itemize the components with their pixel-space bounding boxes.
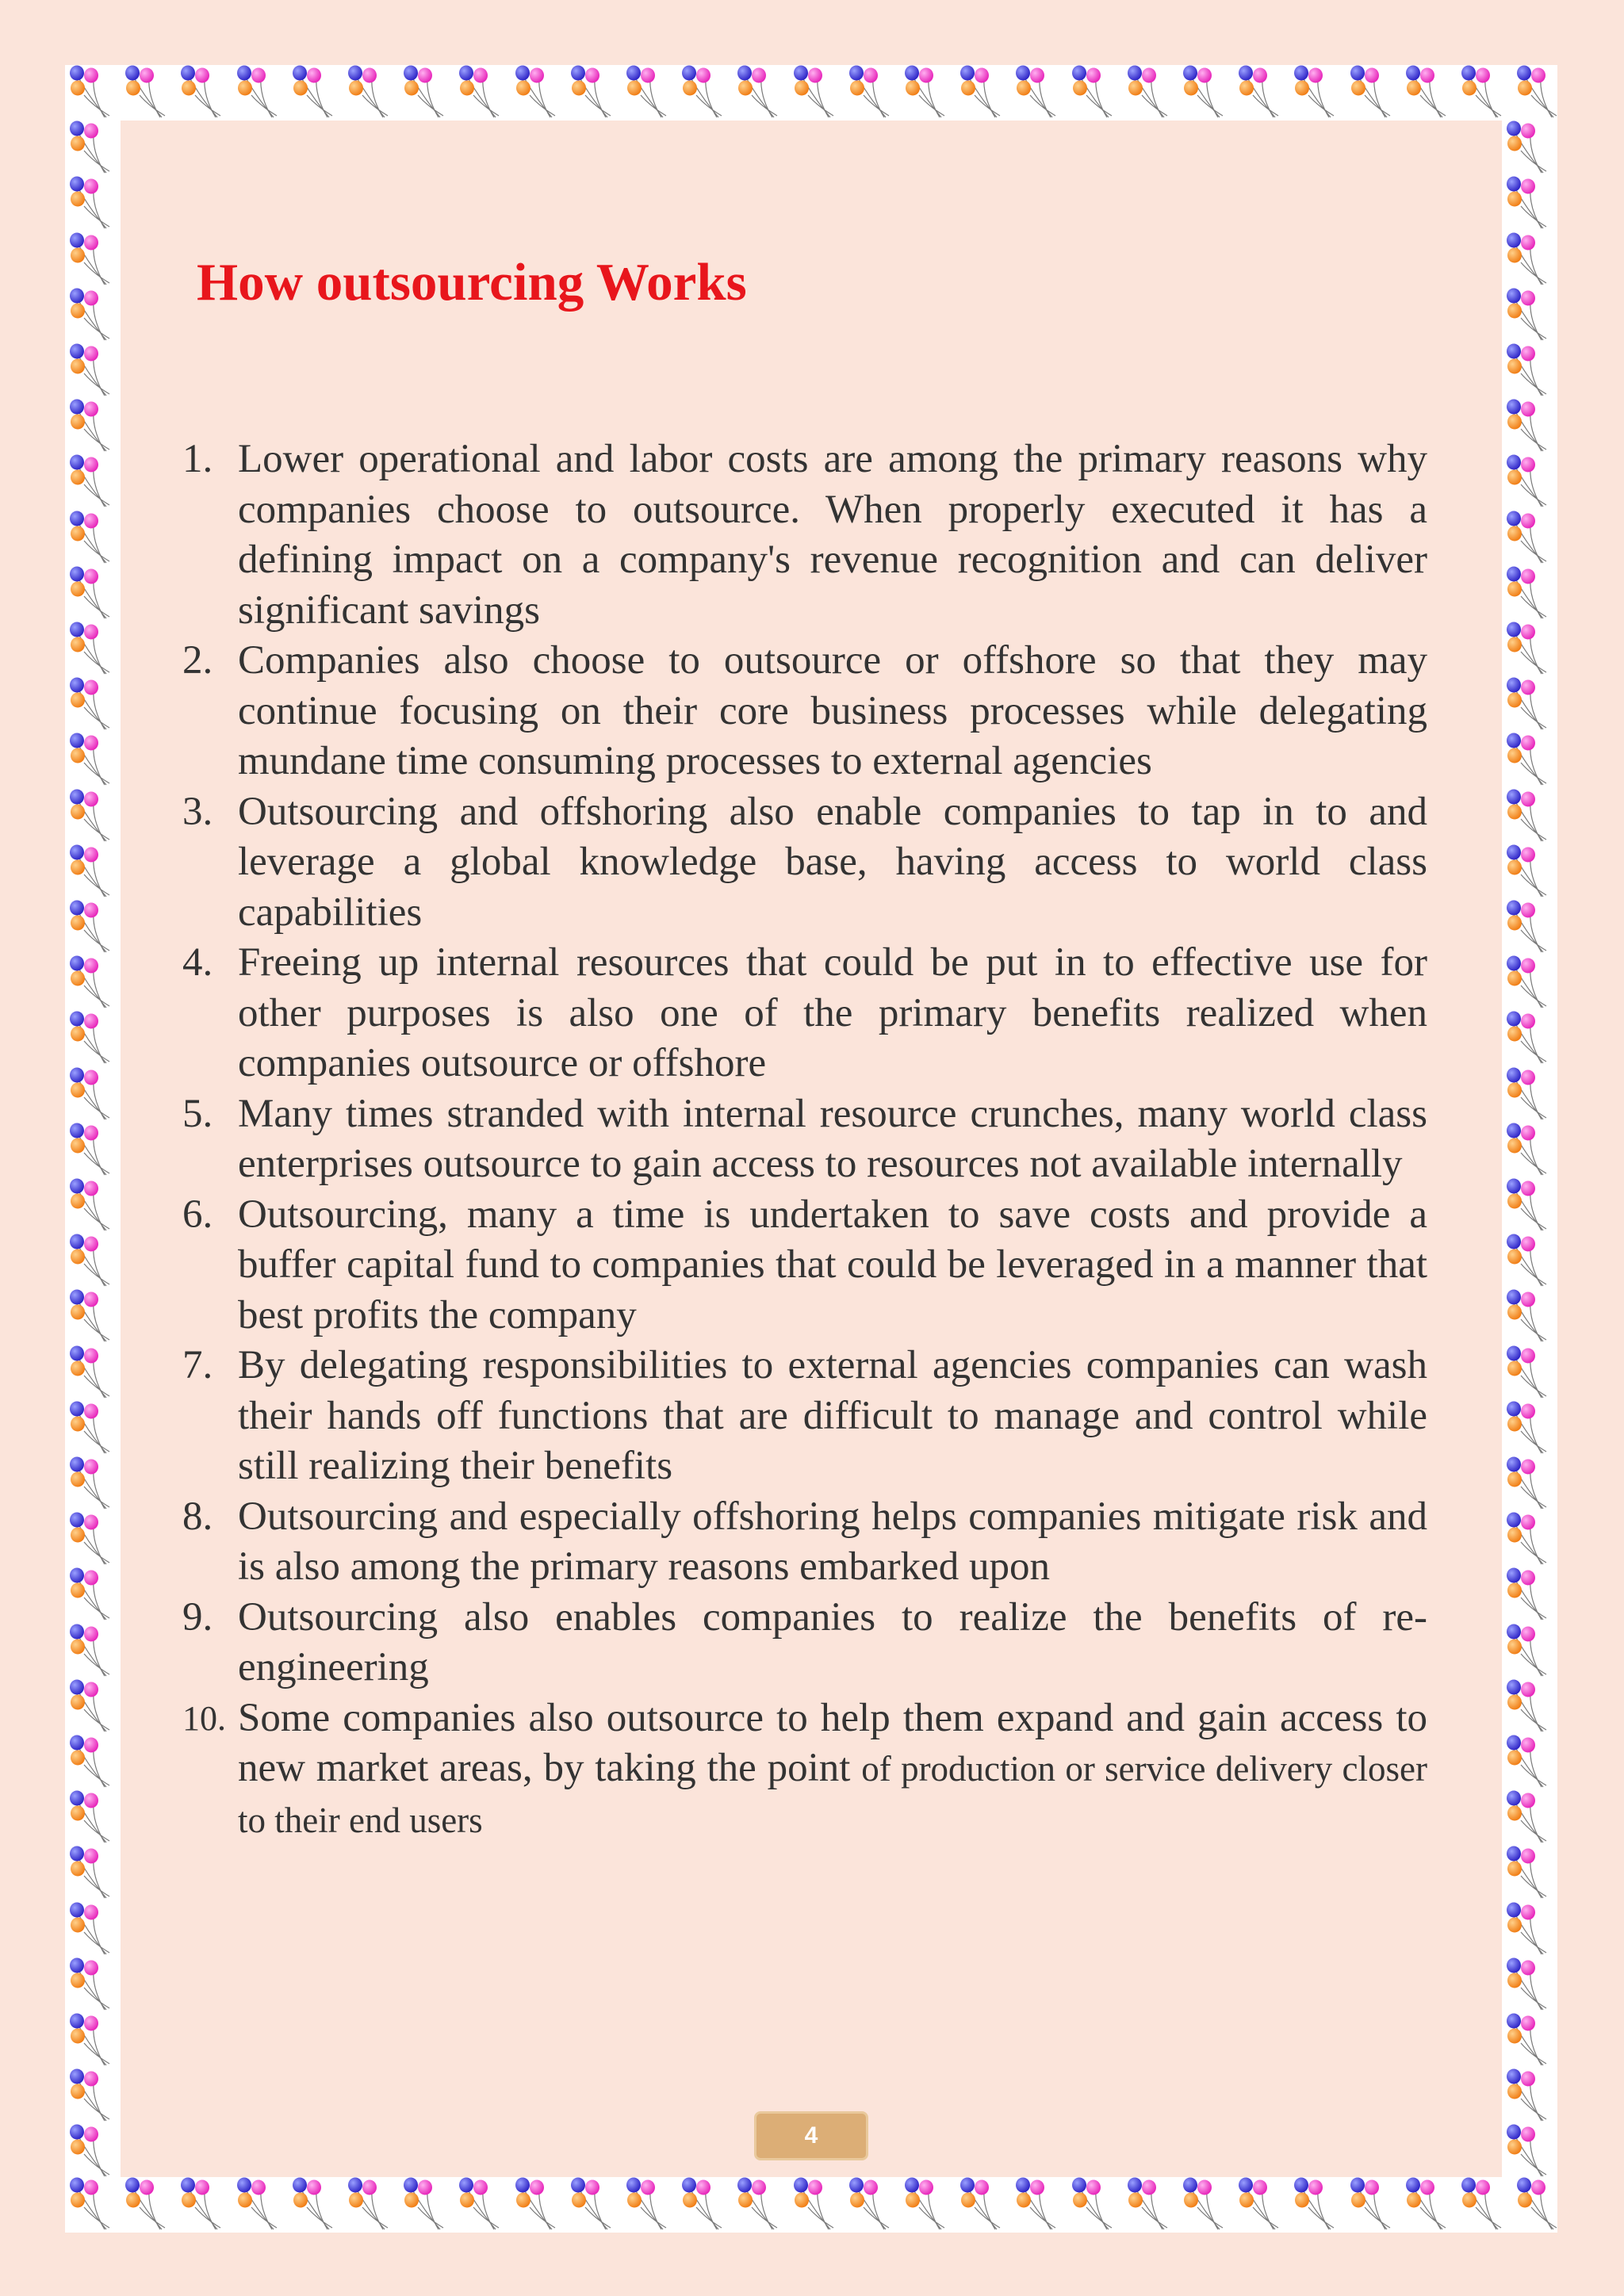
balloon-bunch-icon <box>1502 1790 1557 1846</box>
balloon-bunch-icon <box>1502 1234 1557 1289</box>
balloon-bunch-icon <box>65 1289 121 1345</box>
balloon-bunch-icon <box>1234 65 1289 121</box>
balloon-bunch-icon <box>1502 1735 1557 1790</box>
balloon-bunch-icon <box>65 1790 121 1846</box>
list-item-text: Outsourcing and offshoring also enable companies to tap in to and leverage a global knowledge base, having access to world class capabilities <box>238 789 1427 935</box>
list-item-number: 2. <box>182 638 213 683</box>
balloon-bunch-icon <box>733 65 788 121</box>
list-item-number: 3. <box>182 789 213 834</box>
balloon-bunch-icon <box>65 1735 121 1790</box>
balloon-bunch-icon <box>65 1679 121 1735</box>
list-item <box>182 787 1427 939</box>
balloon-bunch-icon <box>1502 1679 1557 1735</box>
balloon-bunch-icon <box>1502 399 1557 454</box>
outsourcing-reasons-list <box>182 434 1427 1846</box>
balloon-bunch-icon <box>65 1123 121 1178</box>
balloon-bunch-icon <box>288 65 343 121</box>
balloon-bunch-icon <box>566 65 622 121</box>
balloon-bunch-icon <box>1502 1289 1557 1345</box>
balloon-bunch-icon <box>1502 1624 1557 1679</box>
balloon-bunch-icon <box>65 1567 121 1623</box>
balloon-bunch-icon <box>1346 2177 1401 2233</box>
balloon-bunch-icon <box>121 65 176 121</box>
balloon-bunch-icon <box>65 2124 121 2179</box>
balloon-bunch-icon <box>65 1456 121 1512</box>
balloon-bunch-icon <box>1178 2177 1234 2233</box>
balloon-bunch-icon <box>1178 65 1234 121</box>
balloon-bunch-icon <box>65 1624 121 1679</box>
balloon-bunch-icon <box>65 232 121 288</box>
balloon-bunch-icon <box>65 1011 121 1066</box>
balloon-bunch-icon <box>65 399 121 454</box>
balloon-bunch-icon <box>1502 1011 1557 1066</box>
balloon-bunch-icon <box>1502 232 1557 288</box>
balloon-bunch-icon <box>65 733 121 788</box>
balloon-bunch-icon <box>1502 1345 1557 1401</box>
balloon-bunch-icon <box>65 2068 121 2124</box>
balloon-bunch-icon <box>900 65 956 121</box>
balloon-bunch-icon <box>454 2177 510 2233</box>
balloon-bunch-icon <box>1346 65 1401 121</box>
balloon-bunch-icon <box>399 65 454 121</box>
list-item <box>182 434 1427 636</box>
balloon-bunch-icon <box>176 2177 232 2233</box>
balloon-bunch-icon <box>1502 789 1557 844</box>
balloon-bunch-icon <box>677 65 733 121</box>
list-item-number: 5. <box>182 1091 213 1136</box>
balloon-bunch-icon <box>65 1345 121 1401</box>
balloon-bunch-icon <box>1502 1567 1557 1623</box>
balloon-bunch-icon <box>65 1902 121 1957</box>
balloon-bunch-icon <box>511 2177 566 2233</box>
balloon-bunch-icon <box>65 1401 121 1456</box>
list-item-number: 1. <box>182 437 213 481</box>
balloon-bunch-icon <box>65 2013 121 2068</box>
balloon-bunch-icon <box>1512 2177 1568 2233</box>
balloon-bunch-icon <box>1502 1456 1557 1512</box>
balloon-bunch-icon <box>1502 1902 1557 1957</box>
list-item-text: Outsourcing and especially offshoring helps companies mitigate risk and is also among the primary reasons embarked upon <box>238 1494 1427 1589</box>
balloon-bunch-icon <box>1502 511 1557 566</box>
balloon-bunch-icon <box>65 1957 121 2013</box>
balloon-bunch-icon <box>65 1512 121 1567</box>
balloon-bunch-icon <box>232 65 288 121</box>
balloon-bunch-icon <box>232 2177 288 2233</box>
balloon-bunch-icon <box>900 2177 956 2233</box>
list-item-text: Some companies also outsource to help them expand and gain access to new market areas, by taking the point <box>238 1695 1427 1790</box>
balloon-bunch-icon <box>1512 65 1568 121</box>
balloon-bunch-icon <box>1502 900 1557 955</box>
list-item <box>182 938 1427 1089</box>
balloon-bunch-icon <box>288 2177 343 2233</box>
balloon-bunch-icon <box>65 343 121 399</box>
balloon-bunch-icon <box>65 65 121 121</box>
page-title: How outsourcing Works <box>197 253 747 312</box>
balloon-bunch-icon <box>1502 1846 1557 1901</box>
list-item-number: 7. <box>182 1343 213 1387</box>
list-item-text: Many times stranded with internal resource crunches, many world class enterprises outsource to gain access to resources not available internally <box>238 1091 1427 1186</box>
balloon-bunch-icon <box>1502 2013 1557 2068</box>
balloon-bunch-icon <box>956 65 1011 121</box>
list-item-number: 4. <box>182 940 213 985</box>
balloon-bunch-icon <box>65 900 121 955</box>
list-item <box>182 1190 1427 1341</box>
balloon-bunch-icon <box>454 65 510 121</box>
balloon-bunch-icon <box>1502 121 1557 176</box>
list-item-text: By delegating responsibilities to external agencies companies can wash their hands off functions that are difficult to manage and control while still realizing their benefits <box>238 1343 1427 1488</box>
balloon-bunch-icon <box>1067 65 1123 121</box>
list-item-text: Companies also choose to outsource or offshore so that they may continue focusing on their core business processes while delegating mundane time consuming processes to external agencies <box>238 638 1427 783</box>
balloon-bunch-icon <box>845 2177 900 2233</box>
balloon-bunch-icon <box>1123 2177 1178 2233</box>
balloon-bunch-icon <box>1502 2124 1557 2179</box>
list-item-text: Outsourcing also enables companies to realize the benefits of re-engineering <box>238 1594 1427 1689</box>
balloon-bunch-icon <box>1289 65 1345 121</box>
list-item-text: Outsourcing, many a time is undertaken to save costs and provide a buffer capital fund to companies that could be leveraged in a manner that best profits the company <box>238 1192 1427 1337</box>
balloon-bunch-icon <box>789 65 845 121</box>
page-number-badge: 4 <box>754 2111 868 2160</box>
balloon-bunch-icon <box>1502 844 1557 900</box>
balloon-bunch-icon <box>1011 65 1067 121</box>
balloon-bunch-icon <box>65 677 121 733</box>
balloon-bunch-icon <box>1234 2177 1289 2233</box>
balloon-bunch-icon <box>1502 1123 1557 1178</box>
balloon-bunch-icon <box>65 176 121 232</box>
balloon-bunch-icon <box>343 2177 399 2233</box>
list-item <box>182 1492 1427 1593</box>
balloon-bunch-icon <box>343 65 399 121</box>
balloon-bunch-icon <box>566 2177 622 2233</box>
balloon-bunch-icon <box>1502 622 1557 677</box>
list-item <box>182 1693 1427 1846</box>
list-item-number: 6. <box>182 1192 213 1237</box>
list-item-text: Freeing up internal resources that could be put in to effective use for other purposes is also one of the primary benefits realized when companies outsource or offshore <box>238 940 1427 1085</box>
balloon-bunch-icon <box>1457 2177 1512 2233</box>
balloon-bunch-icon <box>121 2177 176 2233</box>
balloon-bunch-icon <box>1502 955 1557 1011</box>
balloon-bunch-icon <box>1502 1178 1557 1234</box>
balloon-bunch-icon <box>65 622 121 677</box>
list-item-number: 10. <box>182 1698 226 1738</box>
list-item <box>182 1593 1427 1693</box>
balloon-bunch-icon <box>1502 1067 1557 1123</box>
balloon-bunch-icon <box>1502 1512 1557 1567</box>
balloon-bunch-icon <box>1502 1401 1557 1456</box>
balloon-bunch-icon <box>1289 2177 1345 2233</box>
list-item-number: 8. <box>182 1494 213 1539</box>
balloon-bunch-icon <box>65 2177 121 2233</box>
balloon-bunch-icon <box>65 511 121 566</box>
balloon-bunch-icon <box>1401 65 1457 121</box>
balloon-bunch-icon <box>65 121 121 176</box>
balloon-bunch-icon <box>65 1178 121 1234</box>
balloon-bunch-icon <box>1457 65 1512 121</box>
balloon-bunch-icon <box>65 566 121 622</box>
balloon-bunch-icon <box>1067 2177 1123 2233</box>
balloon-bunch-icon <box>1011 2177 1067 2233</box>
balloon-bunch-icon <box>1502 1957 1557 2013</box>
balloon-bunch-icon <box>1123 65 1178 121</box>
balloon-bunch-icon <box>1502 2068 1557 2124</box>
list-item-number: 9. <box>182 1594 213 1640</box>
balloon-bunch-icon <box>1502 677 1557 733</box>
balloon-bunch-icon <box>511 65 566 121</box>
balloon-bunch-icon <box>845 65 900 121</box>
balloon-bunch-icon <box>622 65 677 121</box>
list-item <box>182 1089 1427 1190</box>
balloon-bunch-icon <box>65 844 121 900</box>
balloon-bunch-icon <box>1502 733 1557 788</box>
balloon-bunch-icon <box>1502 288 1557 343</box>
balloon-bunch-icon <box>1502 176 1557 232</box>
list-item-text: Lower operational and labor costs are among the primary reasons why companies choose to outsource. When properly executed it has a defining impact on a company's revenue recognition and can deliver significant savings <box>238 437 1427 633</box>
balloon-bunch-icon <box>956 2177 1011 2233</box>
balloon-bunch-icon <box>789 2177 845 2233</box>
list-item <box>182 1341 1427 1492</box>
balloon-bunch-icon <box>65 1846 121 1901</box>
balloon-bunch-icon <box>677 2177 733 2233</box>
balloon-bunch-icon <box>65 1067 121 1123</box>
balloon-bunch-icon <box>65 454 121 510</box>
balloon-bunch-icon <box>1502 454 1557 510</box>
balloon-bunch-icon <box>1401 2177 1457 2233</box>
balloon-bunch-icon <box>176 65 232 121</box>
balloon-bunch-icon <box>1502 566 1557 622</box>
balloon-bunch-icon <box>65 789 121 844</box>
balloon-bunch-icon <box>1502 343 1557 399</box>
list-item <box>182 636 1427 787</box>
balloon-bunch-icon <box>65 955 121 1011</box>
balloon-bunch-icon <box>622 2177 677 2233</box>
balloon-bunch-icon <box>733 2177 788 2233</box>
balloon-bunch-icon <box>399 2177 454 2233</box>
balloon-bunch-icon <box>65 288 121 343</box>
balloon-bunch-icon <box>65 1234 121 1289</box>
list-item-text-small: of production or service delivery closer to their end users <box>238 1749 1428 1840</box>
